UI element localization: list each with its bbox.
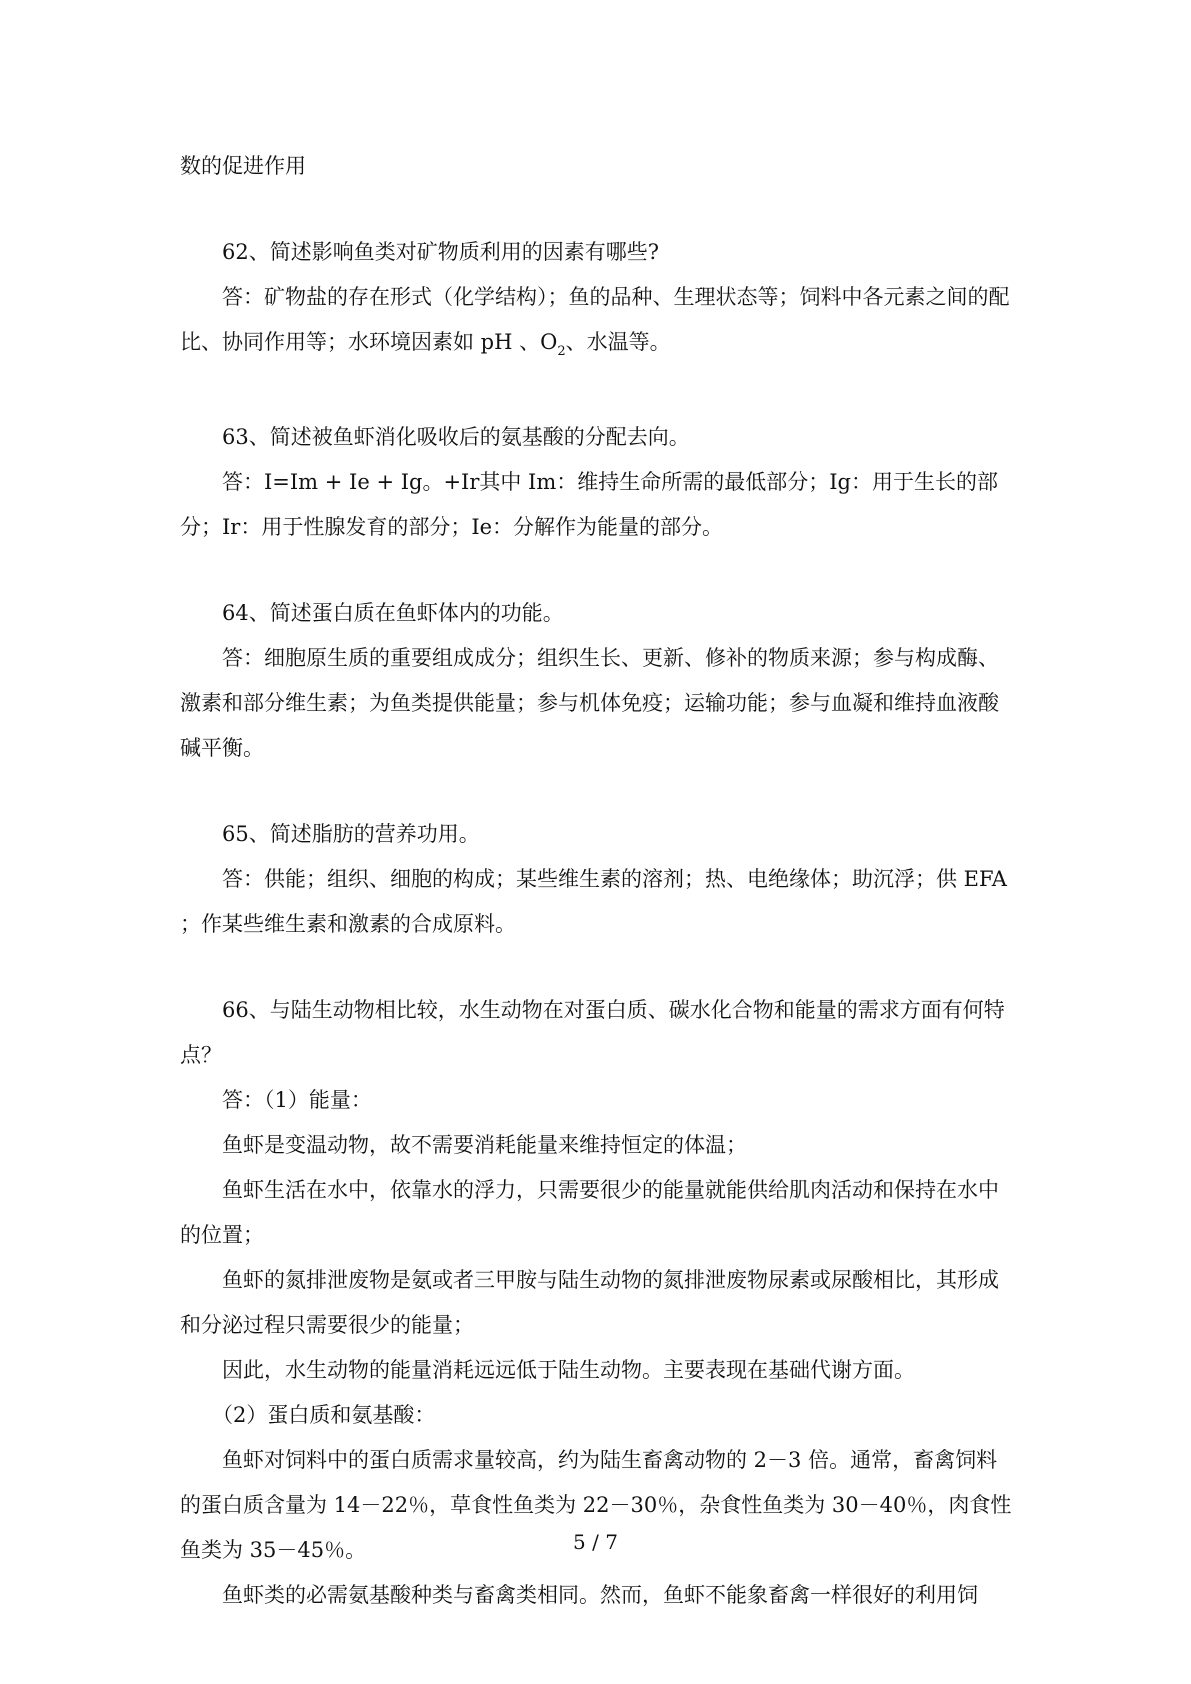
answer-62-subscript: 2 (557, 344, 566, 359)
question-64: 64、简述蛋白质在鱼虾体内的功能。 (222, 601, 564, 625)
answer-66-paragraph: 鱼虾的氮排泄废物是氨或者三甲胺与陆生动物的氮排泄废物尿素或尿酸相比，其形成和分泌过程只需要很少的能量； (180, 1268, 999, 1337)
answer-66-subheading: （2）蛋白质和氨基酸： (212, 1403, 436, 1427)
document-body (180, 144, 1012, 1618)
answer-66-paragraph: 鱼虾是变温动物，故不需要消耗能量来维持恒定的体温； (222, 1133, 747, 1157)
continuation-text: 数的促进作用 (180, 154, 306, 178)
answer-65: 答：供能；组织、细胞的构成；某些维生素的溶剂；热、电绝缘体；助沉浮；供 EFA ；作某些维生素和激素的合成原料。 (180, 867, 1007, 936)
answer-64: 答：细胞原生质的重要组成成分；组织生长、更新、修补的物质来源；参与构成酶、激素和部分维生素；为鱼类提供能量；参与机体免疫；运输功能；参与血凝和维持血液酸碱平衡。 (180, 646, 999, 760)
page-footer (0, 1530, 1191, 1554)
answer-63: 答：I=Im + Ie + Ig。+Ir其中 Im：维持生命所需的最低部分；Ig：用于生长的部分；Ir：用于性腺发育的部分；Ie：分解作为能量的部分。 (180, 470, 999, 539)
page-number: 5 / 7 (573, 1530, 618, 1554)
answer-66-paragraph: 鱼虾生活在水中，依靠水的浮力，只需要很少的能量就能供给肌肉活动和保持在水中的位置； (180, 1178, 999, 1247)
answer-62-tail: 、水温等。 (565, 330, 671, 354)
question-62: 62、简述影响鱼类对矿物质利用的因素有哪些? (222, 240, 659, 264)
question-63: 63、简述被鱼虾消化吸收后的氨基酸的分配去向。 (222, 425, 690, 449)
answer-62-text: 答：矿物盐的存在形式（化学结构）；鱼的品种、生理状态等；饲料中各元素之间的配比、协同作用等；水环境因素如 pH 、O (180, 285, 1010, 354)
question-66: 66、与陆生动物相比较，水生动物在对蛋白质、碳水化合物和能量的需求方面有何特点？ (180, 998, 1005, 1067)
answer-66-paragraph: 鱼虾对饲料中的蛋白质需求量较高，约为陆生畜禽动物的 2－3 倍。通常，畜禽饲料的蛋白质含量为 14－22％，草食性鱼类为 22－30％，杂食性鱼类为 30－40％，肉食性鱼类为 35－45％。 (180, 1448, 1012, 1562)
answer-66-paragraph: 鱼虾类的必需氨基酸种类与畜禽类相同。然而，鱼虾不能象畜禽一样很好的利用饲 (222, 1583, 978, 1607)
question-65: 65、简述脂肪的营养功用。 (222, 822, 480, 846)
answer-66-heading: 答：（1）能量： (222, 1088, 372, 1112)
answer-62 (180, 275, 1012, 374)
answer-66-paragraph: 因此，水生动物的能量消耗远远低于陆生动物。主要表现在基础代谢方面。 (222, 1358, 915, 1382)
